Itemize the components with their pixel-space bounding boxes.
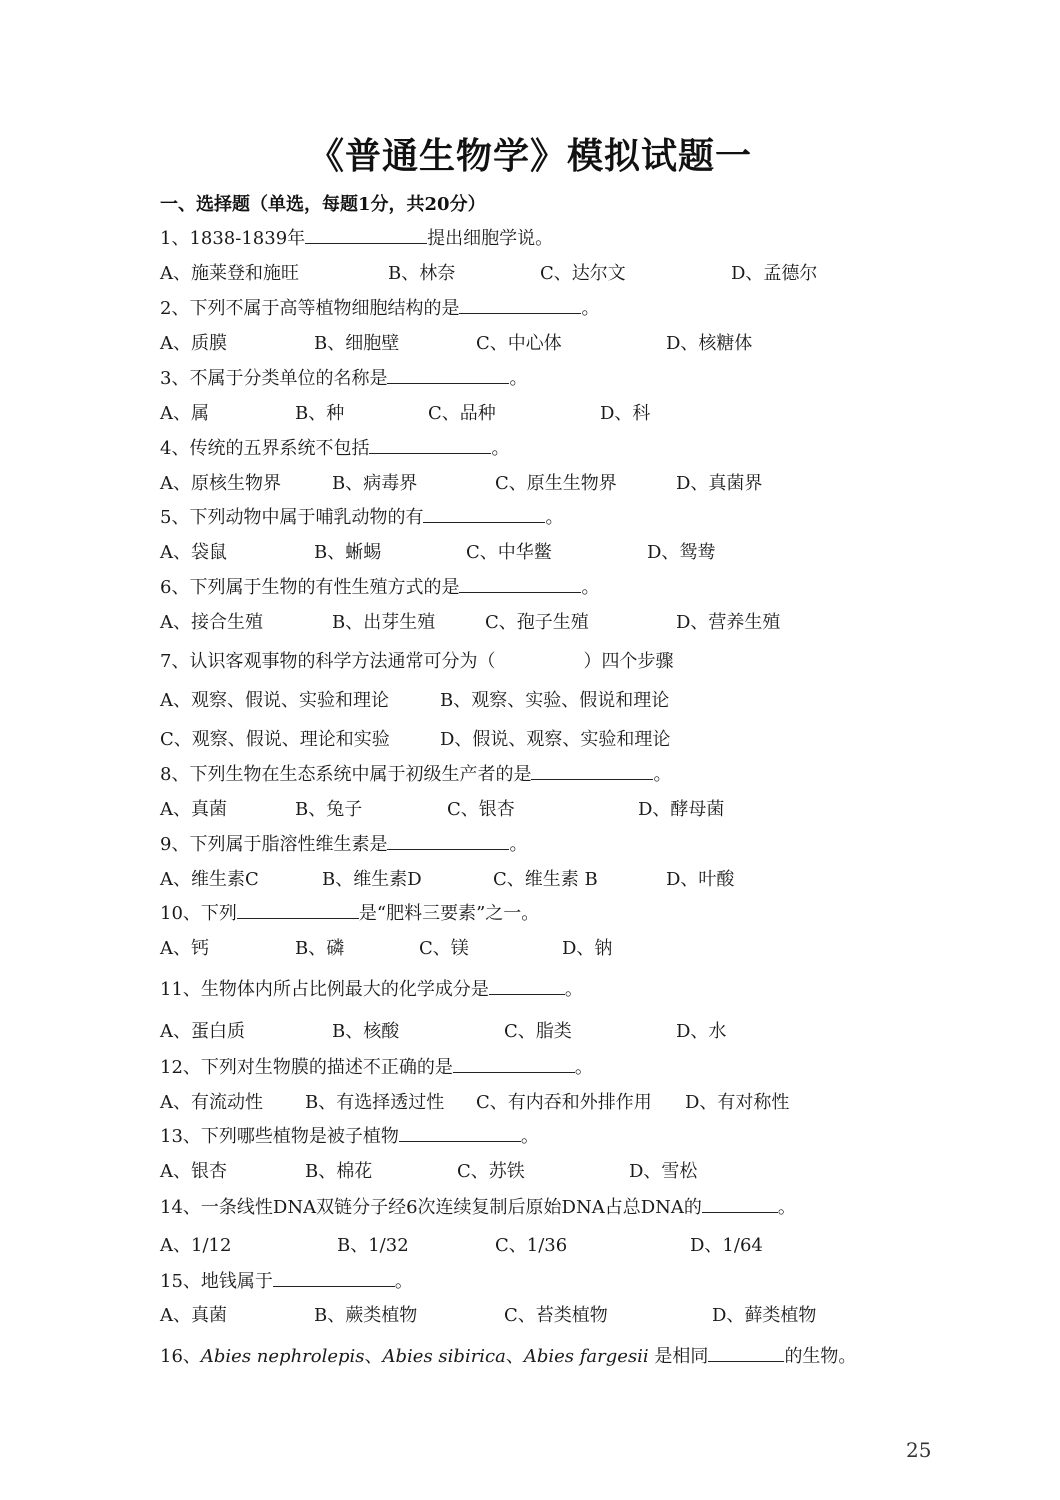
option-b: B、核酸 [332, 1021, 400, 1042]
question-suffix: 提出细胞学说。 [427, 228, 554, 249]
separator: 、 [364, 1346, 383, 1367]
option-b: B、病毒界 [332, 473, 418, 494]
question-text: 4、传统的五界系统不包括 [160, 438, 370, 459]
option-d: D、1/64 [690, 1235, 763, 1256]
question-suffix: 。 [491, 438, 510, 459]
answer-blank [273, 1270, 395, 1287]
question-text: 5、下列动物中属于哺乳动物的有 [160, 507, 424, 528]
question-suffix: 。 [564, 979, 583, 1000]
species-name: Abies sibirica [382, 1346, 506, 1367]
option-d: D、有对称性 [685, 1092, 790, 1113]
option-b: B、林奈 [388, 263, 456, 284]
question-text: 8、下列生物在生态系统中属于初级生产者的是 [160, 764, 532, 785]
option-c: C、达尔文 [540, 263, 626, 284]
option-c: C、中心体 [476, 333, 562, 354]
question-suffix: 。 [653, 764, 672, 785]
option-a: A、钙 [160, 938, 209, 959]
question-text: 3、不属于分类单位的名称是 [160, 368, 388, 389]
answer-blank [459, 297, 581, 314]
question-suffix: 。 [545, 507, 564, 528]
question-number: 16、 [160, 1346, 201, 1367]
question-text: 是相同 [648, 1346, 709, 1367]
option-c: C、维生素 B [493, 869, 598, 890]
option-a: A、属 [160, 403, 209, 424]
answer-blank [489, 978, 565, 995]
option-a: A、质膜 [160, 333, 227, 354]
option-c: C、脂类 [504, 1021, 572, 1042]
question-11 [160, 975, 583, 1001]
question-10 [160, 899, 539, 925]
question-text: 14、一条线性DNA双链分子经6次连续复制后原始DNA占总DNA的 [160, 1197, 702, 1218]
option-d: D、科 [600, 403, 651, 424]
option-c: C、原生生物界 [495, 473, 617, 494]
option-a: A、维生素C [160, 869, 259, 890]
option-a: A、施莱登和施旺 [160, 263, 299, 284]
answer-blank [423, 506, 545, 523]
question-15 [160, 1267, 413, 1293]
question-suffix: 。 [509, 368, 528, 389]
answer-blank [459, 576, 581, 593]
question-suffix: 是“肥料三要素”之一。 [358, 903, 540, 924]
answer-blank [387, 833, 509, 850]
question-suffix: 。 [777, 1197, 796, 1218]
answer-blank [702, 1196, 778, 1213]
option-c: C、中华鳖 [466, 542, 552, 563]
option-b: B、1/32 [337, 1235, 409, 1256]
answer-blank [453, 1056, 575, 1073]
option-c: C、苔类植物 [504, 1305, 608, 1326]
question-3 [160, 364, 527, 390]
page-number: 25 [906, 1438, 932, 1462]
question-suffix: 。 [574, 1057, 593, 1078]
option-d: D、真菌界 [676, 473, 763, 494]
option-b: B、棉花 [305, 1161, 373, 1182]
option-b: B、细胞壁 [314, 333, 400, 354]
option-c: C、苏铁 [457, 1161, 525, 1182]
option-a: A、袋鼠 [160, 542, 227, 563]
question-12 [160, 1053, 593, 1079]
option-b: B、维生素D [322, 869, 422, 890]
question-suffix: 。 [509, 834, 528, 855]
option-c: C、观察、假说、理论和实验 [160, 729, 390, 750]
separator: 、 [505, 1346, 524, 1367]
question-suffix: 。 [581, 298, 600, 319]
question-text: 6、下列属于生物的有性生殖方式的是 [160, 577, 460, 598]
answer-blank [387, 367, 509, 384]
question-4 [160, 434, 509, 460]
option-d: D、核糖体 [666, 333, 753, 354]
question-text: 11、生物体内所占比例最大的化学成分是 [160, 979, 489, 1000]
option-b: B、出芽生殖 [332, 612, 436, 633]
option-c: C、银杏 [447, 799, 515, 820]
answer-blank [531, 763, 653, 780]
option-d: D、水 [676, 1021, 727, 1042]
question-suffix: 。 [394, 1271, 413, 1292]
option-a: A、接合生殖 [160, 612, 263, 633]
question-6 [160, 573, 599, 599]
page-title: 《普通生物学》模拟试题一 [307, 136, 752, 177]
section-heading: 一、选择题（单选，每题1分，共20分） [160, 194, 486, 215]
question-text: 7、认识客观事物的科学方法通常可分为（ [160, 651, 496, 672]
question-13 [160, 1122, 539, 1148]
species-name: Abies nephrolepis [200, 1346, 365, 1367]
question-text: 10、下列 [160, 903, 237, 924]
species-name: Abies fargesii [523, 1346, 649, 1367]
question-2 [160, 294, 599, 320]
question-7 [160, 647, 673, 673]
option-d: D、钠 [562, 938, 613, 959]
answer-blank [305, 227, 427, 244]
option-d: D、藓类植物 [712, 1305, 817, 1326]
option-b: B、兔子 [295, 799, 363, 820]
option-b: B、观察、实验、假说和理论 [440, 690, 670, 711]
option-b: B、有选择透过性 [305, 1092, 445, 1113]
answer-blank [399, 1125, 521, 1142]
option-a: A、原核生物界 [160, 473, 281, 494]
option-d: D、假说、观察、实验和理论 [440, 729, 671, 750]
option-d: D、酵母菌 [638, 799, 725, 820]
option-b: B、磷 [295, 938, 345, 959]
answer-blank [369, 437, 491, 454]
question-1 [160, 224, 553, 250]
question-text: 9、下列属于脂溶性维生素是 [160, 834, 388, 855]
option-b: B、蜥蜴 [314, 542, 382, 563]
option-d: D、叶酸 [666, 869, 735, 890]
question-text: 2、下列不属于高等植物细胞结构的是 [160, 298, 460, 319]
question-text: 15、地钱属于 [160, 1271, 273, 1292]
option-c: C、1/36 [495, 1235, 568, 1256]
option-a: A、银杏 [160, 1161, 227, 1182]
option-a: A、有流动性 [160, 1092, 263, 1113]
answer-blank [237, 902, 359, 919]
option-d: D、营养生殖 [676, 612, 781, 633]
option-d: D、雪松 [629, 1161, 698, 1182]
option-c: C、镁 [419, 938, 469, 959]
option-c: C、品种 [428, 403, 496, 424]
option-b: B、种 [295, 403, 345, 424]
option-a: A、真菌 [160, 799, 227, 820]
question-9 [160, 830, 527, 856]
option-b: B、蕨类植物 [314, 1305, 418, 1326]
option-c: C、孢子生殖 [485, 612, 589, 633]
option-d: D、鸳鸯 [647, 542, 716, 563]
option-c: C、有内吞和外排作用 [476, 1092, 652, 1113]
question-suffix: ）四个步骤 [583, 651, 674, 672]
question-text: 13、下列哪些植物是被子植物 [160, 1126, 399, 1147]
question-14 [160, 1193, 796, 1219]
question-8 [160, 760, 671, 786]
question-text: 12、下列对生物膜的描述不正确的是 [160, 1057, 453, 1078]
question-16 [160, 1342, 856, 1368]
option-a: A、观察、假说、实验和理论 [160, 690, 389, 711]
question-suffix: 。 [581, 577, 600, 598]
question-text: 1、1838-1839年 [160, 228, 306, 249]
option-a: A、蛋白质 [160, 1021, 245, 1042]
option-a: A、真菌 [160, 1305, 227, 1326]
option-d: D、孟德尔 [731, 263, 818, 284]
answer-blank [708, 1345, 784, 1362]
question-suffix: 的生物。 [784, 1346, 857, 1367]
question-suffix: 。 [520, 1126, 539, 1147]
question-5 [160, 503, 563, 529]
option-a: A、1/12 [160, 1235, 232, 1256]
